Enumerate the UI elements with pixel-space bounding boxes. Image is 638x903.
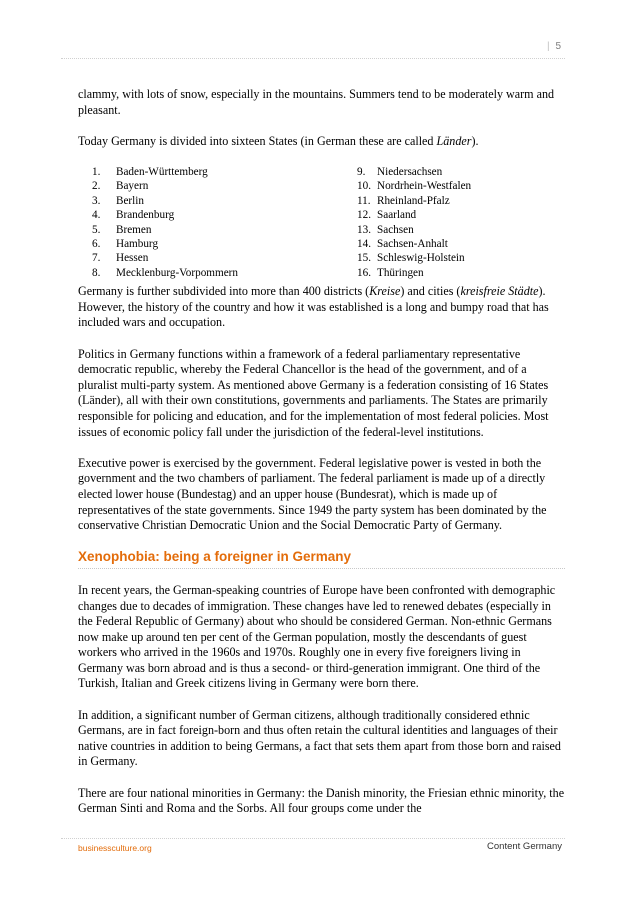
page-number-value: 5: [555, 41, 561, 52]
executive-paragraph: Executive power is exercised by the government. Federal legislative power is vested in both the government and the two chambers of parliament. The federal parliament is made up of a directly elected lower house (Bundestag) and an upper house (Bundesrat), which is made up of representatives of the state governments. Since 1949 the party system has been dominated by the conservative Christian Democratic Union and the Social Democratic Party of Germany.: [78, 455, 547, 533]
politics-paragraph: Politics in Germany functions within a framework of a federal parliamentary representative democratic republic, whereby the Federal Chancellor is the head of the government, and of a pluralist multi-party system. As mentioned above Germany is a federation consisting of 16 States (Länder), all with their own constitutions, governments and parliaments. The States are primarily responsible for policing and education, and for the implementation of most federal policies. Most issues of economic policy fall under the jurisdiction of the federal-level institutions.: [78, 346, 549, 439]
header-rule: [61, 58, 565, 59]
footer-site: businessculture.org: [78, 843, 152, 853]
list-item: 4. Brandenburg: [92, 209, 175, 222]
list-item: 11. Rheinland-Pfalz: [357, 194, 450, 207]
states-intro-paragraph: [78, 134, 565, 150]
list-item: 8. Mecklenburg-Vorpommern: [92, 266, 239, 279]
xenophobia-paragraph-3: There are four national minorities in Germany: the Danish minority, the Friesian ethnic minority, the German Sinti and Roma and the Sorbs. All four groups come under the: [78, 785, 565, 816]
footer-rule: [61, 838, 565, 839]
intro-paragraph: clammy, with lots of snow, especially in the mountains. Summers tend to be moderately warm and pleasant.: [78, 87, 555, 117]
list-item: 5. Bremen: [92, 223, 152, 236]
list-item: 14. Sachsen-Anhalt: [357, 238, 448, 250]
list-item: 1. Baden-Württemberg: [92, 165, 208, 178]
districts-paragraph: Germany is further subdivided into more than 400 districts (Kreise) and cities (kreisfreie Städte). However, the history of the country and how it was established is a long and bumpy road that has included wars and occupation.: [78, 284, 549, 330]
states-list: [78, 165, 565, 280]
section-heading: Xenophobia: being a foreigner in Germany: [78, 549, 565, 569]
list-item: 10. Nordrhein-Westfalen: [357, 180, 472, 193]
list-item: 12. Saarland: [357, 209, 417, 222]
states-list-left: [78, 165, 357, 280]
page-number-separator: |: [547, 41, 550, 52]
list-item: 13. Sachsen: [357, 223, 414, 236]
document-body: [78, 87, 565, 832]
states-list-right: [357, 165, 471, 280]
states-intro-italic: Länder: [436, 133, 472, 148]
list-item: 15. Schleswig-Holstein: [357, 252, 465, 265]
list-item: 3. Berlin: [92, 194, 144, 207]
list-item: 2. Bayern: [92, 180, 149, 193]
list-item: 7. Hessen: [92, 252, 149, 265]
xenophobia-paragraph-2: In addition, a significant number of German citizens, although traditionally considered ethnic Germans, are in fact foreign-born and thus often retain the cultural identities and languages of their native countries in addition to being Germans, a fact that sets them apart from those born and raised in Germany.: [78, 707, 561, 769]
page-number: [547, 41, 561, 52]
list-item: 6. Hamburg: [92, 238, 159, 250]
list-item: 16. Thüringen: [357, 266, 424, 279]
list-item: 9. Niedersachsen: [357, 165, 443, 178]
states-intro-prefix: Today Germany is divided into sixteen States (in German these are called: [78, 133, 437, 148]
xenophobia-paragraph-1: In recent years, the German-speaking countries of Europe have been confronted with demographic changes due to decades of immigration. These changes have led to renewed debates (especially in the Federal Republic of Germany) about who should be considered German. Non-ethnic Germans now make up around ten per cent of the German population, mostly the descendants of guest workers who arrived in the 1960s and 1970s. Roughly one in every five foreigners living in Germany was born abroad and is thus a second- or third-generation immigrant. One third of the Turkish, Italian and Greek citizens living in Germany were born there.: [78, 582, 556, 691]
states-intro-suffix: ).: [471, 133, 479, 148]
footer-section: Content Germany: [487, 841, 562, 852]
